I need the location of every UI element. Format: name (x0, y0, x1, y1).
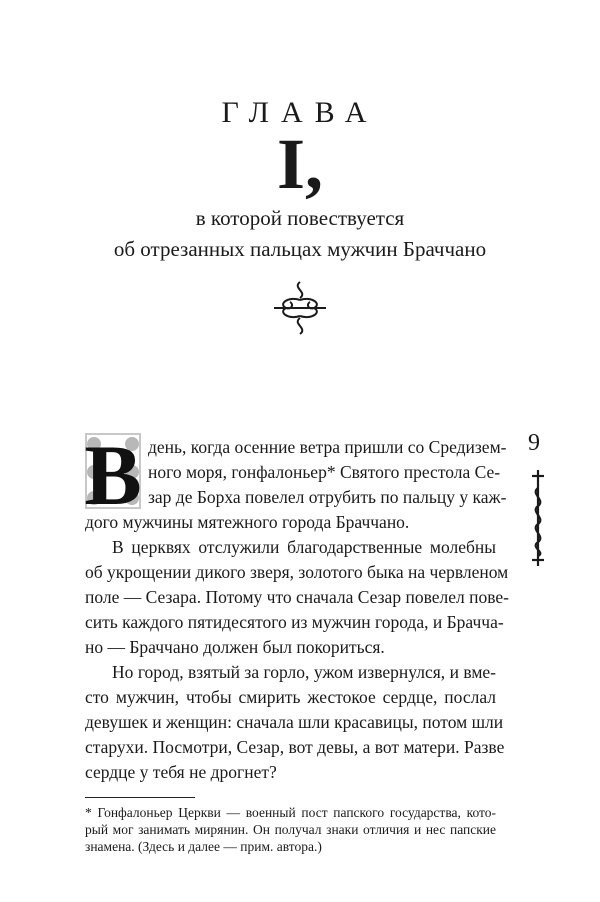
body-line: ного моря, гонфалоньер* Святого престола Се- (148, 462, 501, 482)
chapter-heading: ГЛАВА (221, 96, 379, 129)
drop-cap (84, 432, 142, 510)
body-line: дого мужчины мятежного города Браччано. (85, 512, 410, 532)
chapter-number: I, (276, 124, 324, 204)
body-line: сто мужчин, чтобы смирить жестокое сердце, послал (85, 687, 496, 707)
body-line: поле — Сезара. Потому что сначала Сезар повелел пове- (85, 587, 509, 607)
body-line: зар де Борха повелел отрубить по пальцу у каж- (148, 487, 507, 507)
body-line: но — Браччано должен был покориться. (85, 637, 385, 657)
vertical-ornament-icon (528, 468, 548, 568)
body-line: В церквях отслужили благодарственные молебны (112, 537, 496, 557)
footnote-line: знамена. (Здесь и далее — прим. автора.) (85, 839, 322, 854)
chapter-subtitle-line: в которой повествуется (195, 206, 405, 230)
body-line: Но город, взятый за горло, ужом извернулся, и вме- (112, 662, 496, 682)
body-line: об укрощении дикого зверя, золотого быка на червленом (85, 562, 509, 582)
body-line: старухи. Посмотри, Сезар, вот девы, а вот матери. Разве (85, 737, 505, 757)
footnote-line: * Гонфалоньер Церкви — военный пост папского государства, кото- (85, 805, 496, 820)
body-line: сердце у тебя не дрогнет? (85, 762, 277, 782)
footnote-divider (85, 797, 195, 798)
body-line: день, когда осенние ветра пришли со Средизем- (148, 437, 507, 457)
body-line: девушек и женщин: сначала шли красавицы, потом шли (85, 712, 504, 732)
page-number: 9 (528, 430, 540, 456)
footnote-line: рый мог занимать мирянин. Он получал знаки отличия и нес папские (85, 822, 496, 837)
flourish-ornament-icon (270, 280, 330, 336)
body-line: сить каждого пятидесятого из мужчин города, и Брачча- (85, 612, 504, 632)
chapter-subtitle-line: об отрезанных пальцах мужчин Браччано (113, 237, 487, 261)
svg-text:В: В (84, 432, 142, 510)
